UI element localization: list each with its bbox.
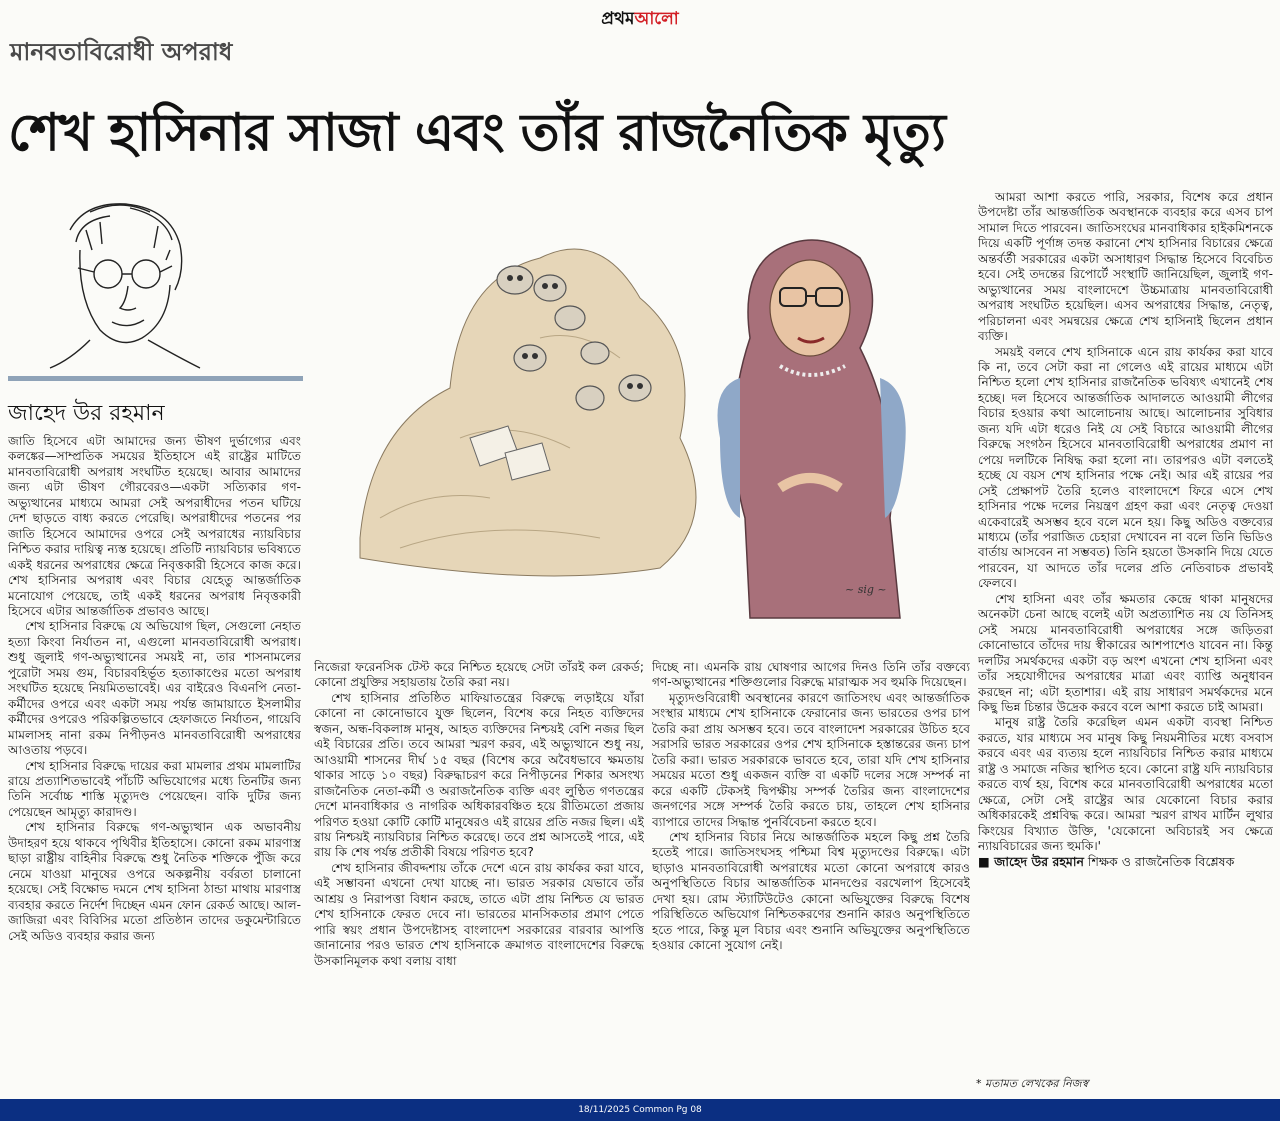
signature-name: ■ জাহেদ উর রহমান bbox=[978, 854, 1084, 870]
column-paragraph: শেখ হাসিনার প্রতিষ্ঠিত মাফিয়াতন্ত্রের বিরুদ্ধে লড়াইয়ে যাঁরা কোনো না কোনোভাবে যুক্ত ছিলেন, বিশেষ করে নিহত ব্যক্তিদের স্বজন, অন্ধ-বিকলাঙ্গ মানুষ, আহত ব্যক্তিদের নিশ্চয়ই বেশি নজর ছিল এই বিচারের প্রতি। তবে আমরা স্মরণ করব, এই অভ্যুত্থানে শুধু নয়, আওয়ামী শাসনের দীর্ঘ ১৫ বছর (বিশেষ করে অবৈধভাবে ক্ষমতায় থাকার সাড়ে ১০ বছর) বিরুদ্ধাচরণ করে নিপীড়নের শিকার অসংখ্য রাজনৈতিক নেতা-কর্মী ও অরাজনৈতিক ব্যক্তি এবং লুণ্ঠিত গণতন্ত্রের দেশে মানবাধিকার ও নাগরিক অধিকারবঞ্চিত হয়ে রীতিমতো প্রজায় পরিণত হওয়া কোটি কোটি মানুষেরও এই রায়ের প্রতি নজর ছিল। এই রায় নিশ্চয়ই ন্যায়বিচার নিশ্চিত করেছে। তবে প্রশ্ন আসতেই পারে, এই রায় কি শেষ পর্যন্ত প্রতীকী বিষয়ে পরিণত হবে? bbox=[314, 690, 644, 860]
column-paragraph: শেখ হাসিনার বিচার নিয়ে আন্তর্জাতিক মহলে কিছু প্রশ্ন তৈরি হতেই পারে। জাতিসংঘসহ পশ্চিমা বিশ্ব মৃত্যুদণ্ডের বিরুদ্ধে। এটা ছাড়াও মানবতাবিরোধী অপরাধের মতো কোনো অপরাধে কারও অনুপস্থিতিতে বিচার আন্তর্জাতিক মানদণ্ডের বরখেলাপ হিসেবেই দেখা হয়। রোম স্ট্যাটিউটেও কোনো অভিযুক্তের বিরুদ্ধে বিশেষ পরিস্থিতিতে অভিযোগ নিশ্চিতকরণের শুনানি কারও অনুপস্থিতিতে হতে পারে, কিন্তু মূল বিচার এবং শুনানি অভিযুক্তের অনুপস্থিতিতে হওয়ার কোনো সুযোগ নেই। bbox=[652, 829, 970, 953]
masthead-part2: আলো bbox=[634, 9, 679, 29]
cartoon-illustration bbox=[340, 188, 940, 650]
page-footer: 18/11/2025 Common Pg 08 bbox=[0, 1099, 1280, 1121]
section-kicker: মানবতাবিরোধী অপরাধ bbox=[10, 38, 233, 66]
article-column-3 bbox=[652, 660, 970, 1096]
column-paragraph: শেখ হাসিনার জীবদ্দশায় তাঁকে দেশে এনে রায় কার্যকর করা যাবে, এই সম্ভাবনা এখনো দেখা যাচ্ছে না। ভারত সরকার যেভাবে তাঁর আশ্রয় ও নিরাপত্তা বিধান করছে, তাতে এটা প্রায় নিশ্চিত যে ভারত শেখ হাসিনাকে ফেরত দেবে না। ভারতের মানসিকতার প্রমাণ পেতে পারি স্বয়ং প্রধান উপদেষ্টাসহ বাংলাদেশ সরকারের বারবার আপত্তি জানানোর পরও ভারত শেখ হাসিনাকে ক্রমাগত বাংলাদেশের বিরুদ্ধে উসকানিমূলক কথা বলায় বাধা bbox=[314, 860, 644, 968]
article-column-1 bbox=[8, 434, 301, 1096]
signature-role: শিক্ষক ও রাজনৈতিক বিশ্লেষক bbox=[1083, 854, 1235, 870]
column-paragraph: মৃত্যুদণ্ডবিরোধী অবস্থানের কারণে জাতিসংঘ এবং আন্তর্জাতিক সংস্থার মাধ্যমে শেখ হাসিনাকে ফেরানোর জন্য ভারতের ওপর চাপ তৈরি করা প্রায় অসম্ভব হবে। তবে বাংলাদেশ সরকারের উচিত হবে সরাসরি ভারত সরকারের ওপর শেখ হাসিনাকে হস্তান্তরের জন্য চাপ তৈরি করা। ভারত সরকারকে ভাবতে হবে, তারা যদি শেখ হাসিনার সময়ের মতো শুধু একজন ব্যক্তি বা একটি দলের সঙ্গে সম্পর্ক না করে একটি টেকসই দ্বিপক্ষীয় সম্পর্ক তৈরির জন্য বাংলাদেশের জনগণের সঙ্গে সম্পর্ক তৈরি করতে চায়, তাহলে শেখ হাসিনার ব্যাপারে তাদের সিদ্ধান্ত পুনর্বিবেচনা করতে হবে। bbox=[652, 690, 970, 829]
author-name: জাহেদ উর রহমান bbox=[8, 401, 165, 426]
author-signature bbox=[978, 854, 1273, 869]
masthead-part1: প্রথম bbox=[601, 9, 635, 29]
opinion-disclaimer: * মতামত লেখকের নিজস্ব bbox=[976, 1077, 1089, 1090]
author-portrait bbox=[30, 190, 210, 370]
masthead-logo bbox=[0, 6, 1280, 34]
column-paragraph: দিচ্ছে না। এমনকি রায় ঘোষণার আগের দিনও তিনি তাঁর বক্তব্যে গণ-অভ্যুত্থানের শক্তিগুলোর বিরুদ্ধে মারাত্মক সব হুমকি দিয়েছেন। bbox=[652, 660, 970, 690]
column-paragraph: জাতি হিসেবে এটা আমাদের জন্য ভীষণ দুর্ভাগ্যের এবং কলঙ্কের—সাম্প্রতিক সময়ের ইতিহাসে এই রাষ্ট্রের মাটিতে মানবতাবিরোধী অপরাধ সংঘটিত হয়েছে। আবার আমাদের জন্য এটা ভীষণ গৌরবেরও—একটা সত্যিকার গণ-অভ্যুত্থানের মাধ্যমে আমরা সেই অপরাধীদের পতন ঘটিয়ে দেশ ছাড়তে বাধ্য করতে পেরেছি। অপরাধীদের পতনের পর জাতি হিসেবে আমাদের ওপরে সেই অপরাধের ন্যায়বিচার নিশ্চিত করার দায়িত্ব ন্যস্ত হয়েছে। প্রতিটি ন্যায়বিচার ভবিষ্যতে একই ধরনের অপরাধের ক্ষেত্রে নিবৃত্তকারী হিসেবে কাজ করে। শেখ হাসিনার অপরাধ এবং বিচার যেহেতু আন্তর্জাতিক মনোযোগ পেয়েছে, তাই একই ধরনের অপরাধ নিবৃত্তকারী হিসেবে এটার আন্তর্জাতিক প্রভাবও আছে। bbox=[8, 434, 301, 618]
column-paragraph: শেখ হাসিনার বিরুদ্ধে গণ-অভ্যুত্থান এক অভাবনীয় উদাহরণ হয়ে থাকবে পৃথিবীর ইতিহাসে। কোনো রকম মারণাস্ত্র ছাড়া রাষ্ট্রীয় বাহিনীর বিরুদ্ধে শুধু নৈতিক শক্তিকে পুঁজি করে নেমে যাওয়া মানুষের ওপরে অকল্পনীয় বর্বরতা চালানো হয়েছে। সেই বিক্ষোভ দমনে শেখ হাসিনা ঠান্ডা মাথায় মারণাস্ত্র ব্যবহার করতে নির্দেশ দিচ্ছেন এমন ফোন রেকর্ড আছে। আল-জাজিরা এবং বিবিসির মতো প্রতিষ্ঠান তাদের ডকুমেন্টারিতে সেই অডিও ব্যবহার করার জন্য bbox=[8, 820, 301, 943]
author-divider bbox=[8, 376, 303, 381]
svg-text:~ sig ~: ~ sig ~ bbox=[845, 583, 887, 596]
column-paragraph: সময়ই বলবে শেখ হাসিনাকে এনে রায় কার্যকর করা যাবে কি না, তবে সেটা করা না গেলেও এই রায়ের মাধ্যমে এটা নিশ্চিত হলো শেখ হাসিনার রাজনৈতিক ভবিষ্যৎ এখানেই শেষ হচ্ছে। দল হিসেবে আন্তর্জাতিক আদালতে আওয়ামী লীগের বিচার হওয়ার কথা আলোচনায় আছে। আলোচনার সুবিধার জন্য যদি এটা ধরেও নিই যে সেই বিচারে আওয়ামী লীগের বিরুদ্ধে সংগঠন হিসেবে মানবতাবিরোধী অপরাধের প্রমাণ না পেয়ে দলটিকে নিষিদ্ধ করা হলো না। তারপরও এটা বলতেই হচ্ছে যে বয়স শেখ হাসিনার পক্ষে নেই। আর এই রায়ের পর সেই প্রেক্ষাপট তৈরি হলেও বাংলাদেশে ফিরে এসে শেখ হাসিনার পক্ষে দলের নিয়ন্ত্রণ গ্রহণ করা এবং নেতৃত্ব দেওয়া একেবারেই অসম্ভব হবে বলে মনে হয়। কিছু অডিও বক্তব্যের মাধ্যমে (তাঁর পরাজিত চেহারা দেখাবেন না বলে তিনি ভিডিও বার্তায় আসবেন না সম্ভবত) তিনি হয়তো উসকানি দিয়ে যেতে পারবেন, যা আদতে তাঁর দলের প্রতি নেতিবাচক প্রভাবই ফেলবে। bbox=[978, 344, 1273, 591]
article-column-2 bbox=[314, 660, 644, 1096]
headline: শেখ হাসিনার সাজা এবং তাঁর রাজনৈতিক মৃত্যু bbox=[8, 103, 945, 163]
column-paragraph: নিজেরা ফরেনসিক টেস্ট করে নিশ্চিত হয়েছে সেটা তাঁরই কল রেকর্ড; কোনো প্রযুক্তির সহায়তায় তৈরি করা নয়। bbox=[314, 660, 644, 690]
column-paragraph: শেখ হাসিনার বিরুদ্ধে দায়ের করা মামলার প্রথম মামলাটির রায়ে প্রত্যাশিতভাবেই পাঁচটি অভিযোগের মধ্যে তিনটির জন্য তিনি সর্বোচ্চ শাস্তি মৃত্যুদণ্ড পেয়েছেন। বাকি দুটির জন্য পেয়েছেন আমৃত্যু কারাদণ্ড। bbox=[8, 758, 301, 819]
column-paragraph: শেখ হাসিনা এবং তাঁর ক্ষমতার কেন্দ্রে থাকা মানুষদের অনেকটা চেনা আছে বলেই এটা অপ্রত্যাশিত নয় যে তিনিসহ সেই সময়ে মানবতাবিরোধী অপরাধের সঙ্গে জড়িতরা কোনোভাবে তাঁদের দায় স্বীকারের আশপাশেও যাবেন না। কিন্তু দলটির সমর্থকদের একটা বড় অংশ এখনো শেখ হাসিনা এবং তাঁর সহযোগীদের অপরাধের মাত্রা এবং ব্যাপ্তি অনুধাবন করছেন না; এটা হতাশার। এই রায় সাধারণ সমর্থকদের মনে কিছু ভিন্ন চিন্তার উদ্রেক করবে বলে আশা করতে চাই আমরা। bbox=[978, 591, 1273, 714]
column-paragraph: শেখ হাসিনার বিরুদ্ধে যে অভিযোগ ছিল, সেগুলো নেহাত হত্যা কিংবা নির্যাতন না, এগুলো মানবতাবিরোধী অপরাধ। শুধু জুলাই গণ-অভ্যুত্থানের সময়ই না, তার শাসনামলের পুরোটা সময় গুম, বিচারবহির্ভূত হত্যাকাণ্ডের মতো অপরাধ সংঘটিত হয়েছে নিয়মিতভাবেই। এর বাইরেও বিএনপি নেতা-কর্মীদের ওপরে এবং একটা সময় পর্যন্ত জামায়াতে ইসলামীর কর্মীদের ওপরেও পরিকল্পিতভাবে হেফাজতে নির্যাতন, গায়েবি মামলাসহ নানা রকম নিপীড়নও মানবতাবিরোধী অপরাধের আওতায় পড়বে। bbox=[8, 619, 301, 758]
article-column-4 bbox=[978, 190, 1273, 1068]
column-paragraph: আমরা আশা করতে পারি, সরকার, বিশেষ করে প্রধান উপদেষ্টা তাঁর আন্তর্জাতিক অবস্থানকে ব্যবহার করে এসব চাপ সামাল দিতে পারবেন। জাতিসংঘের মানবাধিকার হাইকমিশনকে দিয়ে একটি পূর্ণাঙ্গ তদন্ত করানো শেখ হাসিনার বিচারের ক্ষেত্রে অন্তর্বর্তী সরকারের একটা অসাধারণ সিদ্ধান্ত হিসেবে বিবেচিত হবে। সেই তদন্তের রিপোর্টে সংস্থাটি জানিয়েছিল, জুলাই গণ-অভ্যুত্থানের সময় বাংলাদেশে উচ্চমাত্রায় মানবতাবিরোধী অপরাধ সংঘটিত হয়েছিল। এসব অপরাধের সিদ্ধান্ত, নেতৃত্ব, পরিচালনা এবং সমন্বয়ের ক্ষেত্রে শেখ হাসিনাই ছিলেন প্রধান ব্যক্তি। bbox=[978, 190, 1273, 344]
column-paragraph: মানুষ রাষ্ট্র তৈরি করেছিল এমন একটা ব্যবস্থা নিশ্চিত করতে, যার মাধ্যমে সব মানুষ কিছু নিয়মনীতির মধ্যে বসবাস করবে এবং এর ব্যত্যয় হলে ন্যায়বিচার নিশ্চিত করার মাধ্যমে রাষ্ট্র ও সমাজে নজির স্থাপিত হবে। কোনো রাষ্ট্র যদি ন্যায়বিচার করতে ব্যর্থ হয়, বিশেষ করে মানবতাবিরোধী অপরাধের মতো ক্ষেত্রে, সেটা সেই রাষ্ট্রের আর যেকোনো বিচার করার অধিকারকেই প্রশ্নবিদ্ধ করে। আমরা স্মরণ রাখব মার্টিন লুথার কিংয়ের বিখ্যাত উক্তি, 'যেকোনো অবিচারই সব ক্ষেত্রে ন্যায়বিচারের জন্য হুমকি।' bbox=[978, 715, 1273, 854]
